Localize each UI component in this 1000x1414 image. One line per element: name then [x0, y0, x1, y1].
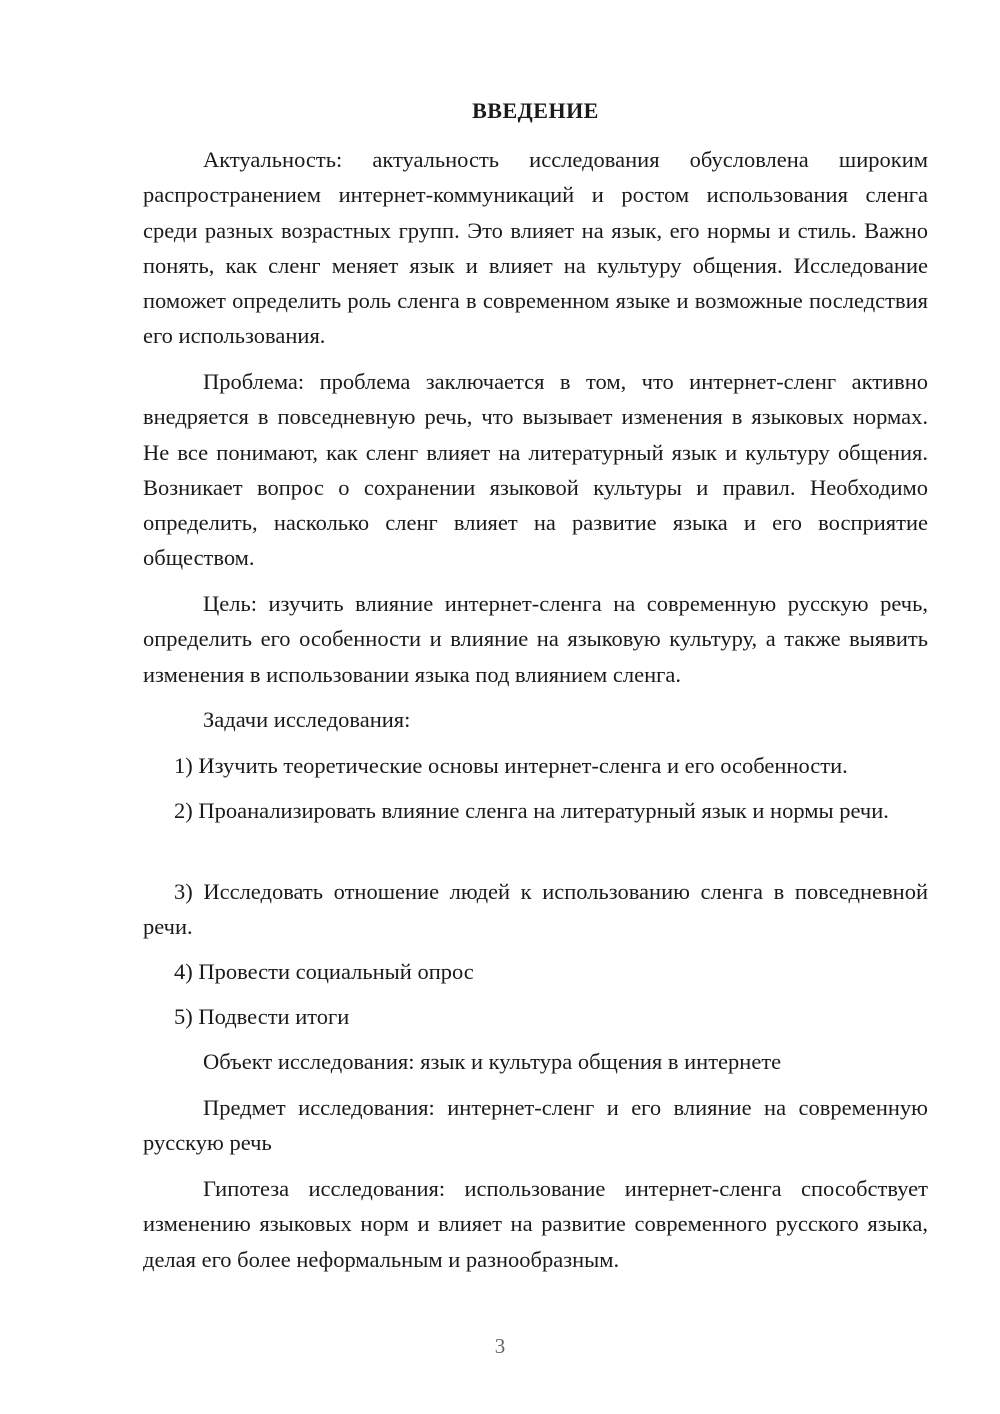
- task-item-5: 5) Подвести итоги: [174, 1004, 350, 1029]
- paragraph-relevance: Актуальность: актуальность исследования обусловлена широким распространением интернет-коммуникаций и ростом использования сленга среди разных возрастных групп. Это влияет на язык, его нормы и стиль. Важно понять, как сленг меняет язык и влияет на культуру общения. Исследование поможет определить роль сленга в современном языке и возможные последствия его использования.: [143, 147, 928, 349]
- section-heading: ВВЕДЕНИЕ: [472, 98, 599, 123]
- task-item-3: 3) Исследовать отношение людей к использованию сленга в повседневной речи.: [143, 879, 928, 940]
- page-number: 3: [494, 1334, 506, 1358]
- task-item-2: 2) Проанализировать влияние сленга на литературный язык и нормы речи.: [174, 798, 889, 823]
- paragraph-subject: Предмет исследования: интернет-сленг и его влияние на современную русскую речь: [143, 1095, 928, 1156]
- paragraph-hypothesis: Гипотеза исследования: использование интернет-сленга способствует изменению языковых норм и влияет на развитие современного русского языка, делая его более неформальным и разнообразным.: [143, 1176, 928, 1272]
- paragraph-problem: Проблема: проблема заключается в том, что интернет-сленг активно внедряется в повседневную речь, что вызывает изменения в языковых нормах. Не все понимают, как сленг влияет на литературный язык и культуру общения. Возникает вопрос о сохранении языковой культуры и правил. Необходимо определить, насколько сленг влияет на развитие языка и его восприятие обществом.: [143, 369, 928, 571]
- paragraph-object: Объект исследования: язык и культура общения в интернете: [203, 1049, 782, 1074]
- paragraph-tasks-heading: Задачи исследования:: [203, 707, 411, 732]
- task-item-4: 4) Провести социальный опрос: [174, 959, 474, 984]
- paragraph-goal: Цель: изучить влияние интернет-сленга на современную русскую речь, определить его особенности и влияние на языковую культуру, а также выявить изменения в использовании языка под влиянием сленга.: [143, 591, 928, 687]
- task-item-1: 1) Изучить теоретические основы интернет-сленга и его особенности.: [174, 753, 848, 778]
